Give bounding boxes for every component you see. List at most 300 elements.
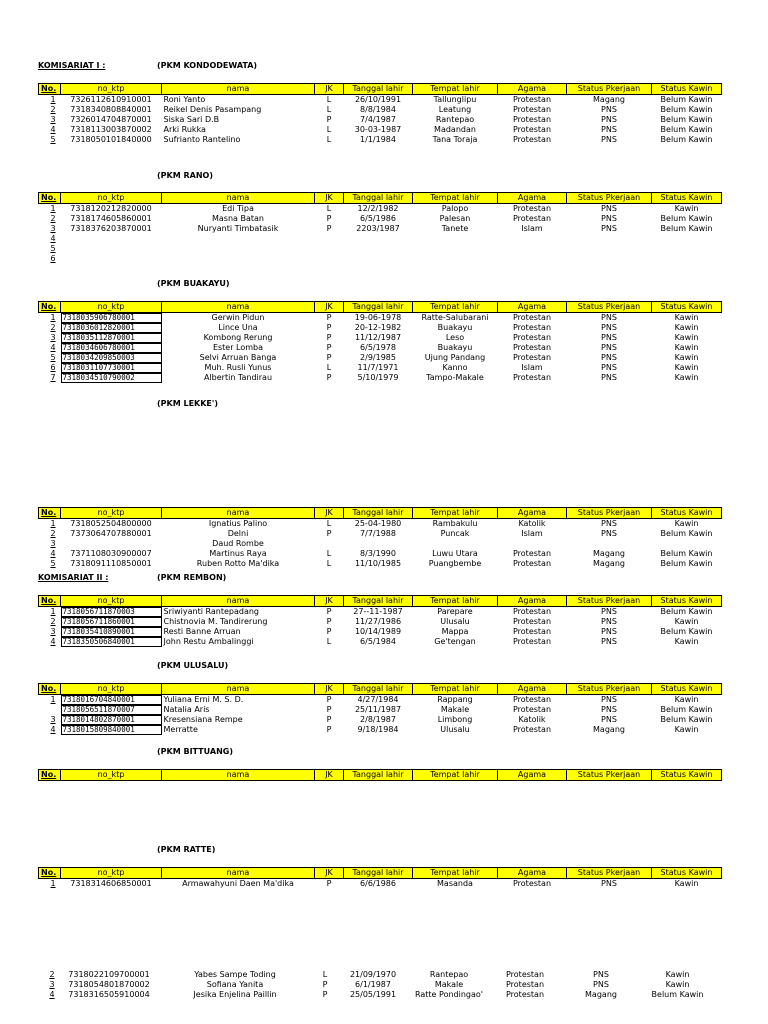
row-number-link[interactable]: 2	[50, 214, 56, 223]
tanggal-lahir-cell: 2/8/1987	[360, 715, 396, 724]
header-jk: JK	[315, 684, 344, 695]
agama-cell: Islam	[521, 363, 543, 372]
header-status-kawin: Status Kawin	[652, 193, 722, 204]
row-number-link[interactable]: 4	[50, 549, 56, 558]
row-number-link[interactable]: 3	[49, 980, 55, 989]
row-number	[39, 125, 61, 135]
row-number-link[interactable]: 4	[50, 725, 56, 734]
row-number	[39, 607, 61, 618]
table-rano	[38, 192, 722, 264]
ktp-cell: 7318015809840001	[61, 725, 162, 735]
agama-cell: Protestan	[512, 637, 552, 646]
nama-cell: Albertin Tandirau	[203, 373, 273, 382]
ktp-cell: 7318036012820001	[61, 323, 162, 333]
jk-cell: P	[326, 715, 332, 724]
tempat-lahir-cell: Leatung	[438, 105, 472, 114]
row-number-link[interactable]: 1	[50, 519, 56, 528]
status-kawin-cell: Belum Kawin	[651, 990, 704, 999]
status-pekerjaan-cell: PNS	[601, 373, 617, 382]
status-kawin-cell: Belum Kawin	[660, 135, 713, 144]
agama-cell: Protestan	[512, 105, 552, 114]
tanggal-lahir-cell: 11/12/1987	[354, 333, 402, 342]
table-kondodewata	[38, 83, 722, 145]
ktp-cell: 7318120212820000	[70, 204, 152, 213]
header-no: No.	[39, 770, 61, 781]
ktp-cell	[61, 234, 162, 244]
header-agama: Agama	[498, 770, 567, 781]
jk-cell: L	[326, 204, 332, 213]
table-row	[38, 970, 712, 980]
status-pekerjaan-cell	[567, 244, 652, 254]
nama-cell: Delni	[227, 529, 249, 538]
status-pekerjaan-cell: PNS	[601, 637, 617, 646]
jk-cell: L	[326, 363, 332, 372]
status-pekerjaan-cell: PNS	[601, 695, 617, 704]
header-no-ktp: no_ktp	[61, 770, 162, 781]
table-row	[39, 607, 722, 618]
agama-cell: Protestan	[512, 323, 552, 332]
tanggal-lahir-cell: 26/10/1991	[354, 95, 402, 104]
row-number-link[interactable]: 6	[50, 363, 56, 372]
row-number	[39, 617, 61, 627]
ktp-cell: 7318034606780001	[61, 343, 162, 353]
nama-cell: Selvi Arruan Banga	[199, 353, 277, 362]
jk-cell	[315, 254, 344, 264]
tanggal-lahir-cell: 30-03-1987	[354, 125, 402, 134]
agama-cell: Protestan	[512, 549, 552, 558]
status-pekerjaan-cell: PNS	[601, 353, 617, 362]
header-nama: nama	[162, 770, 315, 781]
row-number-link[interactable]: 4	[50, 637, 56, 646]
status-kawin-cell: Kawin	[665, 980, 690, 989]
table-row	[39, 95, 722, 106]
header-status-kawin: Status Kawin	[652, 868, 722, 879]
row-number-link[interactable]: 4	[50, 343, 56, 352]
table-row	[39, 234, 722, 244]
nama-cell: Ester Lomba	[212, 343, 264, 352]
row-number	[39, 204, 61, 215]
header-no: No.	[39, 302, 61, 313]
jk-cell: L	[326, 637, 332, 646]
row-number	[39, 363, 61, 373]
agama-cell: Protestan	[512, 617, 552, 626]
nama-cell: Merratte	[163, 725, 198, 734]
header-tempat-lahir: Tempat lahir	[413, 508, 498, 519]
header-status-pekerjaan: Status Pkerjaan	[567, 302, 652, 313]
row-number-link[interactable]: 6	[50, 254, 56, 263]
tempat-lahir-cell: Ulusalu	[440, 617, 470, 626]
row-number-link[interactable]: 3	[50, 539, 56, 548]
tanggal-lahir-cell: 21/09/1970	[349, 970, 397, 979]
status-pekerjaan-cell: PNS	[601, 313, 617, 322]
header-no: No.	[39, 193, 61, 204]
row-number-link[interactable]: 1	[50, 204, 56, 213]
row-number	[39, 695, 61, 706]
row-number	[39, 725, 61, 735]
tempat-lahir-cell: Madandan	[434, 125, 476, 134]
table-buakayu	[38, 301, 722, 383]
table-header-row	[39, 193, 722, 204]
row-number	[39, 95, 61, 106]
ktp-cell: 7318340808840001	[70, 105, 152, 114]
agama-cell: Protestan	[512, 95, 552, 104]
header-tanggal-lahir: Tanggal lahir	[344, 84, 413, 95]
jk-cell: L	[326, 135, 332, 144]
jk-cell: P	[326, 224, 332, 233]
status-kawin-cell: Kawin	[674, 343, 699, 352]
ktp-cell: 7318034510790002	[61, 373, 162, 383]
row-number-link[interactable]: 4	[50, 234, 56, 243]
row-number-link[interactable]: 3	[50, 115, 56, 124]
status-pekerjaan-cell: PNS	[593, 970, 609, 979]
row-number	[38, 970, 59, 980]
nama-cell: Roni Yanto	[163, 95, 206, 104]
status-kawin-cell	[652, 244, 722, 254]
row-number	[39, 214, 61, 224]
status-pekerjaan-cell: Magang	[593, 559, 625, 568]
status-kawin-cell: Belum Kawin	[660, 105, 713, 114]
status-kawin-cell: Kawin	[674, 519, 699, 528]
header-tanggal-lahir: Tanggal lahir	[344, 302, 413, 313]
row-number-link[interactable]: 7	[50, 373, 56, 382]
row-number-link[interactable]: 2	[50, 617, 56, 626]
header-jk: JK	[315, 508, 344, 519]
agama-cell: Protestan	[512, 214, 552, 223]
section-title: (PKM RATTE)	[157, 845, 216, 854]
jk-cell: L	[326, 549, 332, 558]
nama-cell: Kresensiana Rempe	[163, 715, 243, 724]
status-pekerjaan-cell: Magang	[593, 95, 625, 104]
row-number-link[interactable]: 3	[50, 333, 56, 342]
agama-cell: Protestan	[505, 990, 545, 999]
tanggal-lahir-cell: 27--11-1987	[353, 607, 403, 616]
tempat-lahir-cell: Rantepao	[429, 970, 469, 979]
status-pekerjaan-cell: Magang	[593, 549, 625, 558]
section-title: (PKM BUAKAYU)	[157, 279, 230, 288]
jk-cell: L	[326, 125, 332, 134]
tempat-lahir-cell: Puangbembe	[428, 559, 482, 568]
tempat-lahir-cell: Masanda	[437, 879, 473, 888]
jk-cell: P	[326, 627, 332, 636]
table-row	[38, 980, 712, 990]
header-tanggal-lahir: Tanggal lahir	[344, 596, 413, 607]
ktp-cell	[61, 539, 162, 549]
status-pekerjaan-cell: PNS	[601, 115, 617, 124]
table-header-row	[39, 770, 722, 781]
nama-cell: Resti Banne Arruan	[163, 627, 241, 636]
nama-cell: Martinus Raya	[209, 549, 267, 558]
status-kawin-cell: Belum Kawin	[660, 115, 713, 124]
nama-cell	[162, 234, 315, 244]
jk-cell: P	[326, 214, 332, 223]
tempat-lahir-cell: Ge'tengan	[434, 637, 476, 646]
jk-cell	[315, 244, 344, 254]
row-number-link[interactable]: 4	[49, 990, 55, 999]
header-no: No.	[39, 508, 61, 519]
table-row	[39, 224, 722, 234]
tempat-lahir-cell: Ulusalu	[440, 725, 470, 734]
nama-cell: Sriwiyanti Rantepadang	[163, 607, 259, 616]
tanggal-lahir-cell	[344, 234, 413, 244]
row-number-link[interactable]: 2	[50, 105, 56, 114]
jk-cell: P	[326, 323, 332, 332]
header-no-ktp: no_ktp	[61, 302, 162, 313]
status-kawin-cell: Belum Kawin	[660, 214, 713, 223]
agama-cell: Protestan	[512, 333, 552, 342]
row-number-link[interactable]: 1	[50, 313, 56, 322]
row-number-link[interactable]: 5	[50, 244, 56, 253]
table-row	[39, 254, 722, 264]
status-pekerjaan-cell: PNS	[593, 980, 609, 989]
nama-cell: Chistnovia M. Tandirerung	[163, 617, 268, 626]
section-title: (PKM LEKKE')	[157, 399, 218, 408]
header-jk: JK	[315, 770, 344, 781]
status-kawin-cell: Kawin	[674, 879, 699, 888]
status-pekerjaan-cell: PNS	[601, 607, 617, 616]
table-row	[39, 353, 722, 363]
nama-cell: Kombong Rerung	[203, 333, 273, 342]
header-status-pekerjaan: Status Pkerjaan	[567, 84, 652, 95]
agama-cell: Protestan	[512, 353, 552, 362]
jk-cell: P	[326, 529, 332, 538]
jk-cell: P	[326, 725, 332, 734]
status-kawin-cell: Kawin	[674, 617, 699, 626]
header-nama: nama	[162, 596, 315, 607]
row-number	[39, 105, 61, 115]
status-pekerjaan-cell	[567, 539, 652, 549]
nama-cell: Reikel Denis Pasampang	[163, 105, 262, 114]
jk-cell: P	[326, 879, 332, 888]
row-number-link[interactable]: 1	[50, 879, 56, 888]
ktp-cell: 7326112610910001	[70, 95, 152, 104]
header-no-ktp: no_ktp	[61, 84, 162, 95]
header-status-kawin: Status Kawin	[652, 596, 722, 607]
row-number-link[interactable]: 4	[50, 125, 56, 134]
table-row	[39, 549, 722, 559]
header-no-ktp: no_ktp	[61, 508, 162, 519]
nama-cell: Daud Rombe	[212, 539, 264, 548]
header-status-kawin: Status Kawin	[652, 84, 722, 95]
tempat-lahir-cell: Parepare	[437, 607, 473, 616]
table-row	[39, 529, 722, 539]
header-tempat-lahir: Tempat lahir	[413, 193, 498, 204]
table-ulusalu	[38, 683, 722, 735]
status-kawin-cell: Belum Kawin	[660, 95, 713, 104]
jk-cell: P	[326, 343, 332, 352]
agama-cell: Protestan	[512, 725, 552, 734]
tanggal-lahir-cell: 8/8/1984	[360, 105, 396, 114]
jk-cell: P	[326, 353, 332, 362]
table-row	[39, 617, 722, 627]
nama-cell: Ignatius Palino	[208, 519, 268, 528]
nama-cell: Armawahyuni Daen Ma'dika	[182, 879, 294, 888]
header-status-kawin: Status Kawin	[652, 770, 722, 781]
table-header-row	[39, 868, 722, 879]
table-row	[39, 323, 722, 333]
table-lekke	[38, 507, 722, 569]
table-ratte	[38, 867, 722, 889]
header-no-ktp: no_ktp	[61, 868, 162, 879]
header-jk: JK	[315, 193, 344, 204]
table-row	[39, 105, 722, 115]
tempat-lahir-cell: Mappa	[441, 627, 469, 636]
status-kawin-cell: Kawin	[674, 313, 699, 322]
agama-cell: Protestan	[512, 607, 552, 616]
row-number-link[interactable]: 3	[50, 715, 56, 724]
agama-cell: Islam	[521, 224, 543, 233]
row-number	[38, 980, 59, 990]
tanggal-lahir-cell: 19-06-1978	[354, 313, 402, 322]
row-number	[39, 637, 61, 647]
jk-cell: L	[322, 970, 328, 979]
agama-cell: Islam	[521, 529, 543, 538]
table-row	[38, 990, 712, 1000]
agama-cell: Protestan	[512, 343, 552, 352]
header-status-kawin: Status Kawin	[652, 302, 722, 313]
tempat-lahir-cell	[413, 254, 498, 264]
table-row	[39, 125, 722, 135]
row-number	[39, 254, 61, 264]
row-number-link[interactable]: 1	[50, 695, 56, 704]
tanggal-lahir-cell: 10/14/1989	[354, 627, 402, 636]
tempat-lahir-cell: Ratte-Salubarani	[421, 313, 489, 322]
agama-cell: Protestan	[512, 125, 552, 134]
tanggal-lahir-cell: 8/3/1990	[360, 549, 396, 558]
status-kawin-cell: Belum Kawin	[660, 559, 713, 568]
tanggal-lahir-cell: 9/18/1984	[357, 725, 399, 734]
nama-cell: Ruben Rotto Ma'dika	[196, 559, 280, 568]
tempat-lahir-cell: Buakayu	[437, 343, 473, 352]
header-tempat-lahir: Tempat lahir	[413, 302, 498, 313]
header-jk: JK	[315, 302, 344, 313]
tanggal-lahir-cell: 6/6/1986	[360, 879, 396, 888]
row-number	[39, 135, 61, 145]
header-agama: Agama	[498, 868, 567, 879]
status-kawin-cell: Kawin	[674, 353, 699, 362]
tempat-lahir-cell: Makale	[434, 980, 464, 989]
jk-cell: P	[322, 990, 328, 999]
header-tanggal-lahir: Tanggal lahir	[344, 868, 413, 879]
header-nama: nama	[162, 302, 315, 313]
header-status-pekerjaan: Status Pkerjaan	[567, 868, 652, 879]
row-number-link[interactable]: 1	[50, 95, 56, 104]
row-number-link[interactable]: 3	[50, 627, 56, 636]
nama-cell: Edi Tipa	[222, 204, 254, 213]
jk-cell: L	[326, 95, 332, 104]
row-number-link[interactable]: 3	[50, 224, 56, 233]
tempat-lahir-cell	[413, 234, 498, 244]
ktp-cell: 7318316505910004	[68, 990, 150, 999]
table-row	[39, 559, 722, 569]
status-pekerjaan-cell: PNS	[601, 627, 617, 636]
table-row	[39, 115, 722, 125]
header-no: No.	[39, 596, 61, 607]
table-row	[39, 313, 722, 324]
agama-cell: Protestan	[512, 115, 552, 124]
status-pekerjaan-cell: PNS	[601, 135, 617, 144]
agama-cell: Protestan	[512, 204, 552, 213]
header-no-ktp: no_ktp	[61, 684, 162, 695]
table-row	[39, 333, 722, 343]
tempat-lahir-cell: Luwu Utara	[432, 549, 478, 558]
tempat-lahir-cell: Rambakulu	[432, 519, 478, 528]
row-number-link[interactable]: 5	[50, 135, 56, 144]
agama-cell: Katolik	[518, 519, 546, 528]
ktp-cell: 7318035112870001	[61, 333, 162, 343]
row-number	[39, 879, 61, 890]
ktp-cell: 7318031107730001	[61, 363, 162, 373]
tanggal-lahir-cell: 2203/1987	[356, 224, 400, 233]
header-status-pekerjaan: Status Pkerjaan	[567, 508, 652, 519]
jk-cell: P	[326, 115, 332, 124]
tanggal-lahir-cell: 25/05/1991	[349, 990, 397, 999]
status-kawin-cell: Belum Kawin	[660, 607, 713, 616]
status-pekerjaan-cell: PNS	[601, 617, 617, 626]
table-row	[39, 343, 722, 353]
ktp-cell: 7371108030900007	[70, 549, 152, 558]
status-kawin-cell	[652, 234, 722, 244]
row-number	[39, 343, 61, 353]
row-number-link[interactable]: 2	[49, 970, 55, 979]
header-status-kawin: Status Kawin	[652, 508, 722, 519]
tempat-lahir-cell: Kanno	[442, 363, 468, 372]
row-number-link[interactable]: 2	[50, 529, 56, 538]
header-tempat-lahir: Tempat lahir	[413, 868, 498, 879]
table-rembon	[38, 595, 722, 647]
status-pekerjaan-cell: PNS	[601, 705, 617, 714]
table-header-row	[39, 302, 722, 313]
ktp-cell: 7318056711860001	[61, 617, 162, 627]
header-status-pekerjaan: Status Pkerjaan	[567, 596, 652, 607]
row-number	[39, 224, 61, 234]
row-number-link[interactable]: 2	[50, 323, 56, 332]
status-pekerjaan-cell: PNS	[601, 105, 617, 114]
row-number	[39, 323, 61, 333]
header-tempat-lahir: Tempat lahir	[413, 684, 498, 695]
ktp-cell	[61, 254, 162, 264]
tempat-lahir-cell: Makale	[440, 705, 470, 714]
row-number-link[interactable]: 5	[50, 559, 56, 568]
jk-cell: P	[326, 705, 332, 714]
nama-cell: Nuryanti Timbatasik	[197, 224, 279, 233]
tanggal-lahir-cell: 25/11/1987	[354, 705, 402, 714]
nama-cell: Muh. Rusli Yunus	[204, 363, 272, 372]
tanggal-lahir-cell: 6/1/1987	[355, 980, 391, 989]
row-number	[39, 115, 61, 125]
jk-cell: P	[326, 617, 332, 626]
header-status-kawin: Status Kawin	[652, 684, 722, 695]
row-number-link[interactable]: 1	[50, 607, 56, 616]
jk-cell: L	[326, 519, 332, 528]
ktp-cell: 7318035410890001	[61, 627, 162, 637]
jk-cell: P	[326, 333, 332, 342]
row-number-link[interactable]: 5	[50, 353, 56, 362]
table-row	[39, 695, 722, 706]
table-row	[39, 627, 722, 637]
tempat-lahir-cell: Tanete	[441, 224, 469, 233]
table-row	[39, 715, 722, 725]
table-row	[39, 135, 722, 145]
header-nama: nama	[162, 84, 315, 95]
status-pekerjaan-cell: PNS	[601, 343, 617, 352]
agama-cell: Protestan	[512, 135, 552, 144]
nama-cell: Yabes Sampe Toding	[194, 970, 276, 979]
table-row	[39, 637, 722, 647]
header-no: No.	[39, 84, 61, 95]
ktp-cell: 7318056711870003	[61, 607, 162, 618]
row-number	[39, 234, 61, 244]
agama-cell: Protestan	[512, 373, 552, 382]
